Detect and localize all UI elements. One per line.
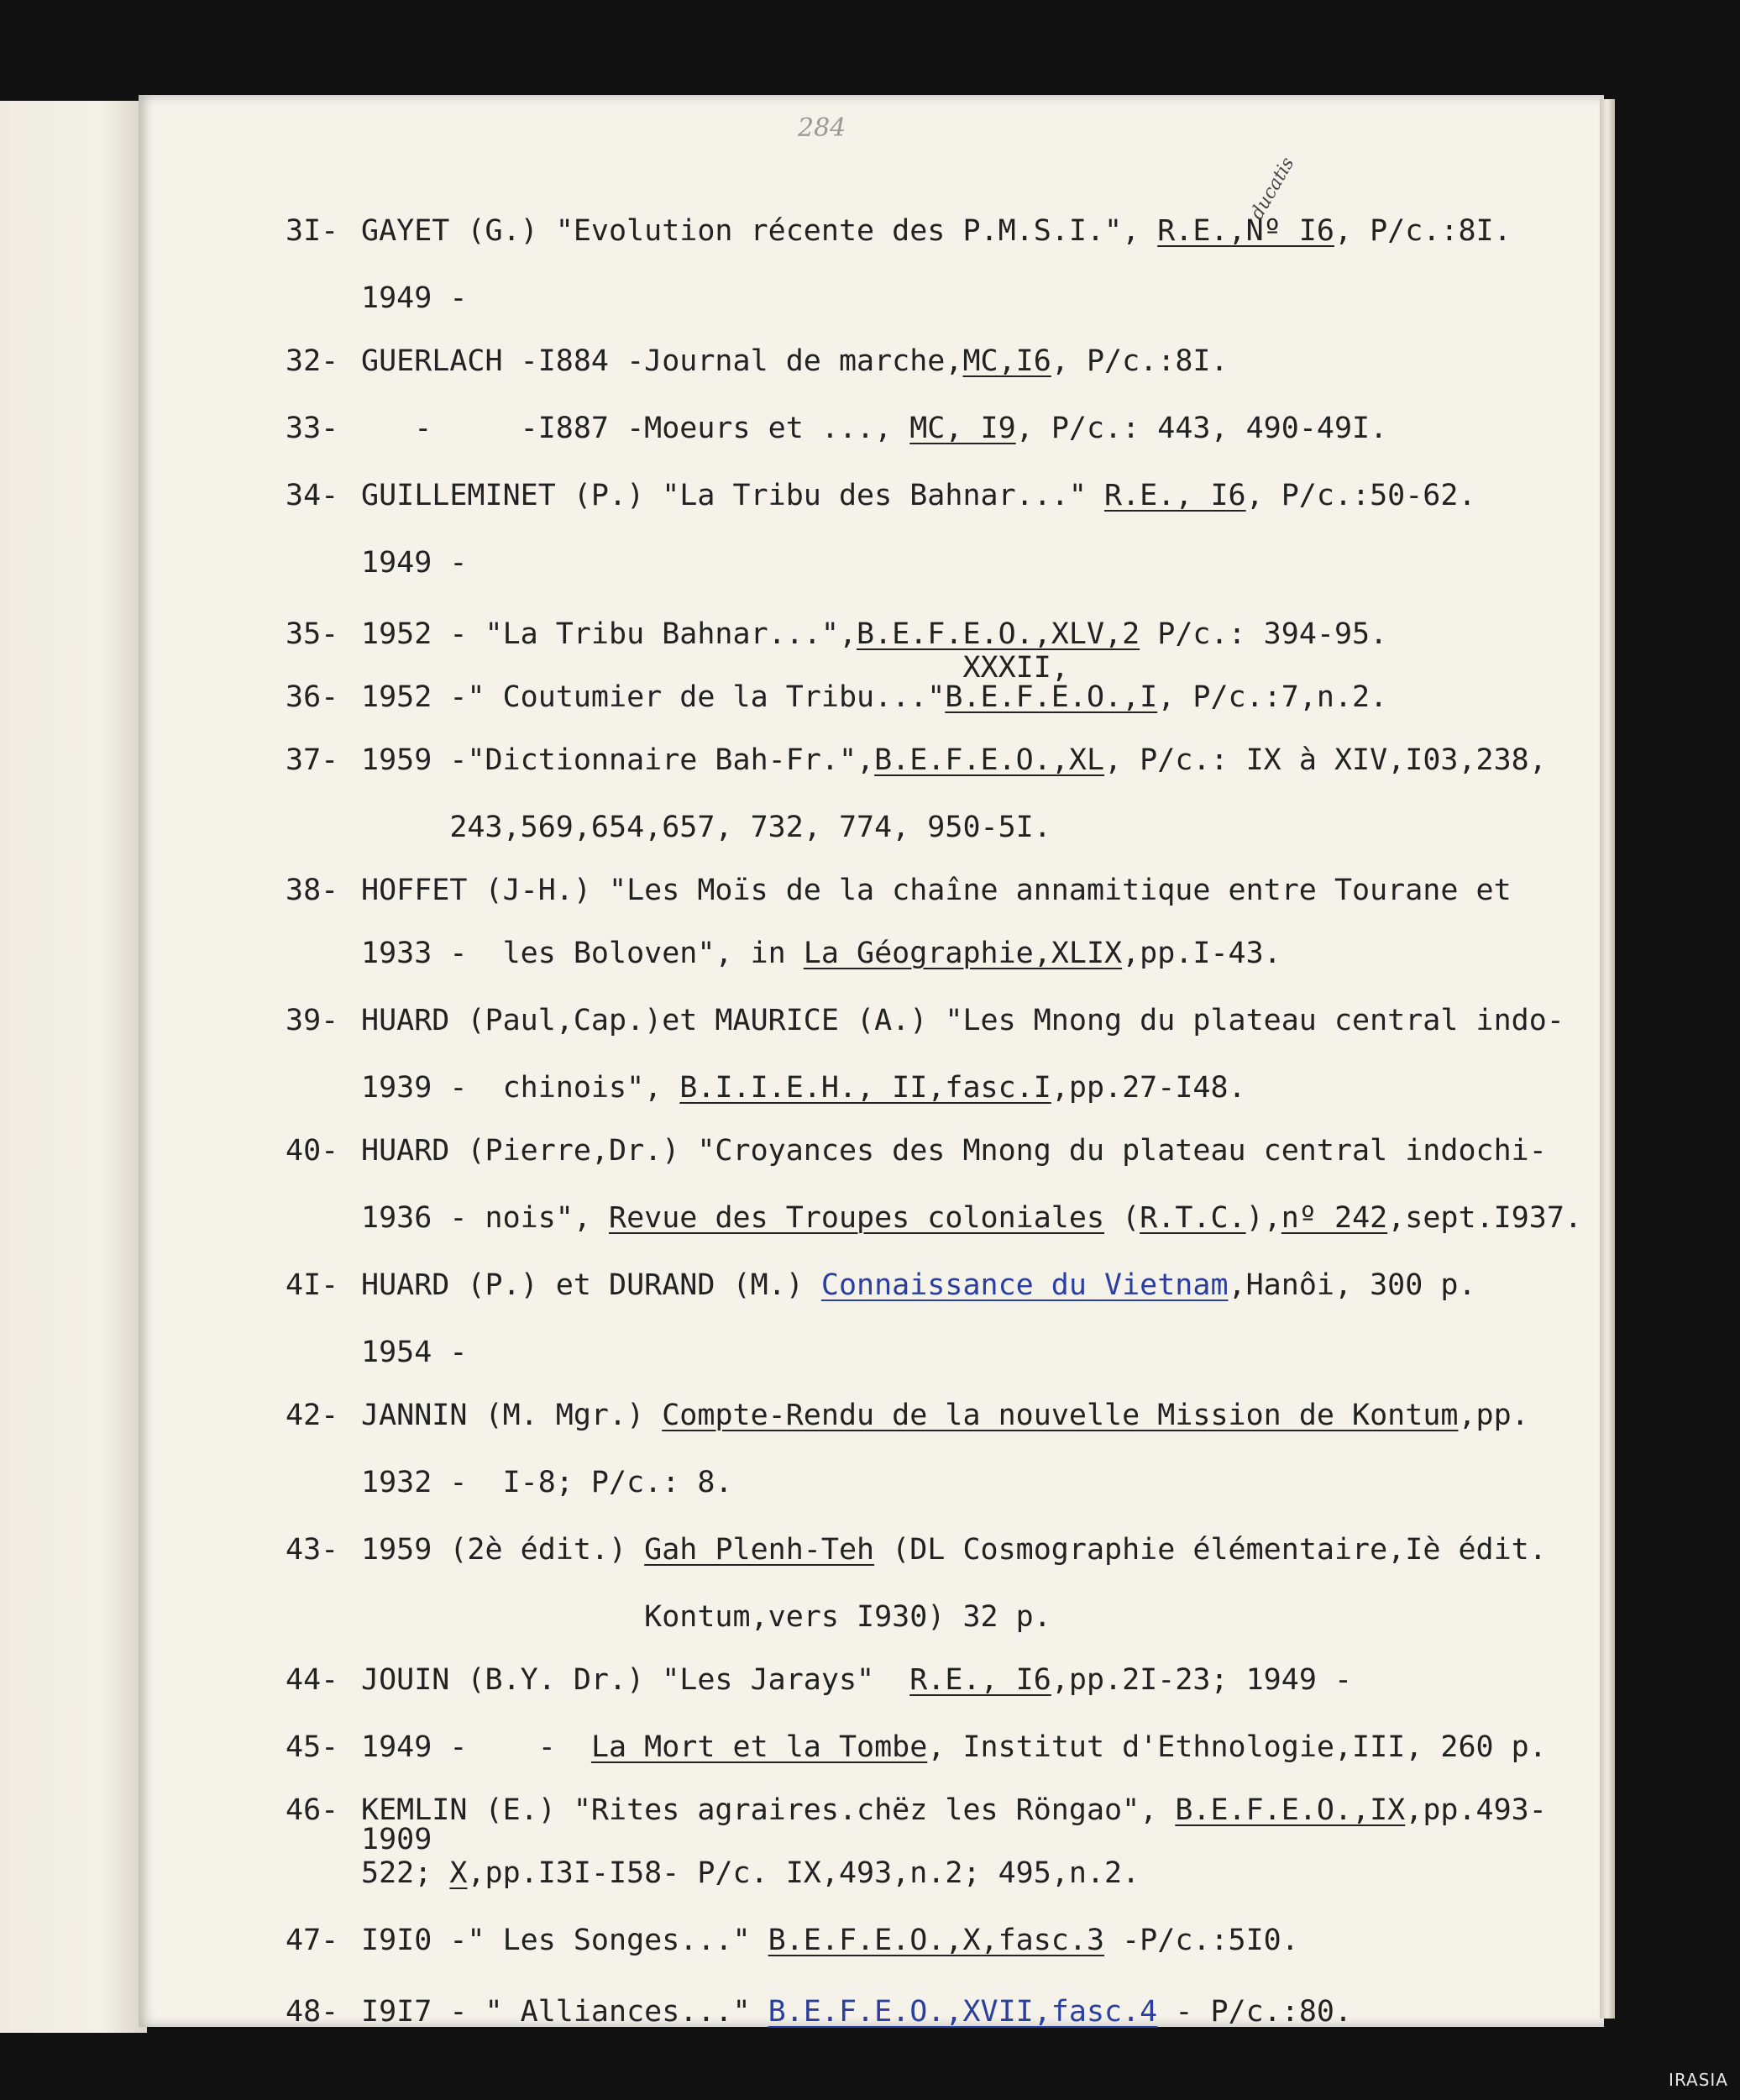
entry-text bbox=[361, 1924, 1299, 1957]
underlined-title: B.E.F.E.O.,XLV,2 bbox=[857, 617, 1140, 651]
entry-text-part: ( bbox=[1104, 1201, 1140, 1235]
entry-text-part: - P/c.:80. bbox=[1157, 1995, 1353, 2029]
entry-text-part: JOUIN (B.Y. Dr.) "Les Jarays" bbox=[361, 1663, 910, 1697]
entry-text-part: ,pp.2I-23; 1949 - bbox=[1051, 1663, 1353, 1697]
entry-number: 3I- bbox=[286, 214, 339, 248]
entry-text bbox=[361, 1466, 733, 1499]
entry-text-part: ), bbox=[1245, 1201, 1281, 1235]
entry-text-part: GAYET (G.) "Evolution récente des P.M.S.I.", bbox=[361, 214, 1158, 248]
entry-text bbox=[361, 214, 1512, 248]
entry-text-part: Kontum,vers I930) 32 p. bbox=[361, 1600, 1051, 1634]
underlined-title: La Géographie,XLIX bbox=[803, 937, 1123, 970]
entry-text-part: HUARD (Paul,Cap.)et MAURICE (A.) "Les Mnong du plateau central indo- bbox=[361, 1004, 1564, 1037]
entry-text bbox=[361, 874, 1512, 907]
entry-text-part: ,pp.493- bbox=[1405, 1793, 1547, 1827]
entry-text-part: (DL Cosmographie élémentaire,Iè édit. bbox=[874, 1533, 1547, 1567]
entry-number: 39- bbox=[286, 1004, 339, 1037]
entry-text bbox=[361, 651, 1069, 685]
entry-text-part: 522; bbox=[361, 1856, 450, 1890]
entry-text bbox=[361, 1730, 1547, 1764]
entry-text-part: 1952 -" Coutumier de la Tribu..." bbox=[361, 680, 946, 714]
entry-number: 47- bbox=[286, 1924, 339, 1957]
underlined-title: R.E., I6 bbox=[1104, 479, 1246, 512]
entry-text bbox=[361, 344, 1229, 378]
entry-text-part: , P/c.:8I. bbox=[1051, 344, 1229, 378]
underlined-title: R.E., I6 bbox=[909, 1663, 1051, 1697]
underlined-title: R.E.,Nº I6 bbox=[1157, 214, 1334, 248]
entry-text-part: 1949 - bbox=[361, 281, 468, 315]
entry-text bbox=[361, 1793, 1547, 1827]
underlined-title: Connaissance du Vietnam bbox=[820, 1268, 1229, 1302]
entry-text-part: ,pp. bbox=[1458, 1399, 1529, 1432]
underlined-title: B.I.I.E.H., II,fasc.I bbox=[679, 1071, 1051, 1105]
entry-text bbox=[361, 1268, 1476, 1302]
entry-text bbox=[361, 412, 1387, 445]
entry-number: 43- bbox=[286, 1533, 339, 1567]
entry-number: 4I- bbox=[286, 1268, 339, 1302]
entry-text bbox=[361, 1995, 1352, 2029]
entry-text bbox=[361, 680, 1387, 714]
entry-text-part: I9I0 -" Les Songes..." bbox=[361, 1924, 768, 1957]
entry-text bbox=[361, 1823, 432, 1856]
underlined-title: B.E.F.E.O.,XL bbox=[874, 743, 1105, 777]
entry-text-part: 1932 - I-8; P/c.: 8. bbox=[361, 1466, 733, 1499]
entry-number: 34- bbox=[286, 479, 339, 512]
entry-text-part: , P/c.: IX à XIV,I03,238, bbox=[1104, 743, 1547, 777]
entry-text-part: 1939 - chinois", bbox=[361, 1071, 680, 1105]
entry-text bbox=[361, 1201, 1582, 1235]
entry-text-part: -P/c.:5I0. bbox=[1104, 1924, 1299, 1957]
entry-text-part: 1936 - nois", bbox=[361, 1201, 610, 1235]
entry-text-part: ,pp.I3I-I58- P/c. IX,493,n.2; 495,n.2. bbox=[467, 1856, 1140, 1890]
entry-text-part: , P/c.:8I. bbox=[1334, 214, 1512, 248]
entry-text bbox=[361, 546, 467, 580]
entry-text-part: , P/c.:50-62. bbox=[1245, 479, 1476, 512]
entry-text-part: HUARD (Pierre,Dr.) "Croyances des Mnong du plateau central indochi- bbox=[361, 1134, 1547, 1168]
entry-text bbox=[361, 281, 467, 315]
underlined-title: B.E.F.E.O.,XVII,fasc.4 bbox=[768, 1995, 1158, 2029]
entry-text bbox=[361, 1071, 1246, 1105]
entry-text bbox=[361, 937, 1281, 970]
entry-text bbox=[361, 811, 1051, 844]
entry-text-part: JANNIN (M. Mgr.) bbox=[361, 1399, 663, 1432]
entry-number: 40- bbox=[286, 1134, 339, 1168]
underlined-title: R.T.C. bbox=[1140, 1201, 1246, 1235]
entry-text bbox=[361, 1533, 1547, 1567]
entry-number: 37- bbox=[286, 743, 339, 777]
left-page bbox=[0, 101, 147, 2033]
entry-text bbox=[361, 743, 1547, 777]
page-number: 284 bbox=[798, 113, 846, 143]
underlined-title: Revue des Troupes coloniales bbox=[609, 1201, 1105, 1235]
underlined-title: MC,I6 bbox=[962, 344, 1051, 378]
entry-text bbox=[361, 1336, 467, 1369]
entry-text-part: 1949 - bbox=[361, 546, 468, 580]
entry-text-part: HOFFET (J-H.) "Les Moïs de la chaîne annamitique entre Tourane et bbox=[361, 874, 1512, 907]
underlined-title: B.E.F.E.O.,IX bbox=[1175, 1793, 1406, 1827]
entry-number: 48- bbox=[286, 1995, 339, 2029]
entry-text-part: 1959 -"Dictionnaire Bah-Fr.", bbox=[361, 743, 875, 777]
entry-text bbox=[361, 1134, 1547, 1168]
entry-text-part: , P/c.:7,n.2. bbox=[1157, 680, 1388, 714]
underlined-title: MC, I9 bbox=[909, 412, 1016, 445]
page-edge bbox=[1600, 99, 1615, 2019]
entry-number: 35- bbox=[286, 617, 339, 651]
entry-text-part: 1952 - "La Tribu Bahnar...", bbox=[361, 617, 857, 651]
entry-text-part: 1949 - - bbox=[361, 1730, 591, 1764]
entry-text-part: HUARD (P.) et DURAND (M.) bbox=[361, 1268, 821, 1302]
underlined-title: Compte-Rendu de la nouvelle Mission de Kontum bbox=[662, 1399, 1459, 1432]
entry-text-part: ,pp.27-I48. bbox=[1051, 1071, 1246, 1105]
entry-text-part: KEMLIN (E.) "Rites agraires.chëz les Röngao", bbox=[361, 1793, 1176, 1827]
entry-number: 32- bbox=[286, 344, 339, 378]
entry-text-part: - -I887 -Moeurs et ..., bbox=[361, 412, 910, 445]
entry-text-part: GUERLACH -I884 -Journal de marche, bbox=[361, 344, 963, 378]
entry-text-part: 1909 bbox=[361, 1823, 432, 1856]
entry-text bbox=[361, 479, 1476, 512]
underlined-title: X bbox=[449, 1856, 468, 1890]
entry-text bbox=[361, 1399, 1529, 1432]
entry-text-part: 1933 - les Boloven", in bbox=[361, 937, 804, 970]
entry-number: 33- bbox=[286, 412, 339, 445]
entry-number: 46- bbox=[286, 1793, 339, 1827]
entry-number: 42- bbox=[286, 1399, 339, 1432]
entry-number: 36- bbox=[286, 680, 339, 714]
entry-text-part: 243,569,654,657, 732, 774, 950-5I. bbox=[361, 811, 1051, 844]
entry-text bbox=[361, 1856, 1140, 1890]
entry-text bbox=[361, 1004, 1564, 1037]
entry-text-part: ,Hanôi, 300 p. bbox=[1228, 1268, 1476, 1302]
handwritten-annotation: ducatis bbox=[1246, 154, 1299, 223]
underlined-title: B.E.F.E.O.,I bbox=[945, 680, 1158, 714]
underlined-title: nº 242 bbox=[1281, 1201, 1388, 1235]
underlined-title: B.E.F.E.O.,X,fasc.3 bbox=[768, 1924, 1105, 1957]
entry-text-part: 1959 (2è édit.) bbox=[361, 1533, 645, 1567]
entry-text bbox=[361, 1663, 1352, 1697]
entry-text bbox=[361, 1600, 1051, 1634]
entry-text-part: , P/c.: 443, 490-49I. bbox=[1015, 412, 1388, 445]
underlined-title: La Mort et la Tombe bbox=[590, 1730, 928, 1764]
entry-text-part: P/c.: 394-95. bbox=[1140, 617, 1388, 651]
entry-text-part: , Institut d'Ethnologie,III, 260 p. bbox=[927, 1730, 1547, 1764]
underlined-title: Gah Plenh-Teh bbox=[644, 1533, 875, 1567]
entry-text bbox=[361, 617, 1387, 651]
entry-text-part: ,sept.I937. bbox=[1387, 1201, 1583, 1235]
entry-text-part: 1954 - bbox=[361, 1336, 468, 1369]
entry-text-part: GUILLEMINET (P.) "La Tribu des Bahnar..." bbox=[361, 479, 1105, 512]
entry-number: 45- bbox=[286, 1730, 339, 1764]
entry-number: 44- bbox=[286, 1663, 339, 1697]
entry-text-part: I9I7 - " Alliances..." bbox=[361, 1995, 768, 2029]
entry-number: 38- bbox=[286, 874, 339, 907]
watermark: IRASIA bbox=[1669, 2070, 1728, 2090]
entry-text-part: ,pp.I-43. bbox=[1122, 937, 1281, 970]
entry-text-part: XXXII, bbox=[361, 651, 1069, 685]
